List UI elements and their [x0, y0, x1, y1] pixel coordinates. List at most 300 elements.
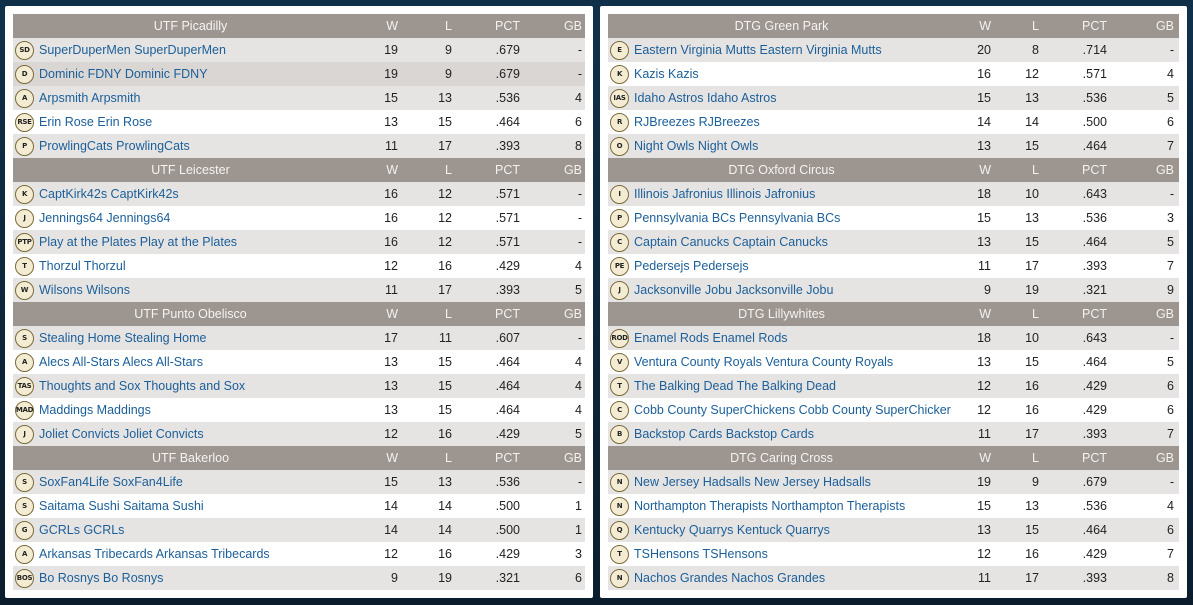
games-back: 4 — [1167, 499, 1174, 513]
wins: 12 — [384, 259, 398, 273]
table-row — [13, 422, 585, 446]
division-header — [608, 14, 1179, 38]
team-link[interactable]: Play at the Plates Play at the Plates — [39, 235, 238, 249]
table-row — [13, 278, 585, 302]
games-back: 4 — [575, 259, 582, 273]
team-link[interactable]: Wilsons Wilsons — [39, 283, 130, 297]
header-l: L — [445, 163, 452, 177]
division-name: DTG Oxford Circus — [728, 163, 835, 177]
win-pct: .536 — [495, 475, 520, 489]
team-cell — [13, 65, 368, 84]
team-cell — [13, 137, 368, 156]
losses: 16 — [438, 427, 452, 441]
table-row — [608, 230, 1179, 254]
team-cell — [608, 233, 955, 252]
losses: 15 — [1025, 355, 1039, 369]
team-link[interactable]: Northampton Therapists Northampton Therapists — [634, 499, 906, 513]
win-pct: .464 — [1082, 139, 1107, 153]
team-link[interactable]: Thoughts and Sox Thoughts and Sox — [39, 379, 246, 393]
team-logo-icon: MAD — [15, 401, 34, 420]
games-back: 7 — [1167, 547, 1174, 561]
games-back: 5 — [1167, 355, 1174, 369]
wins: 18 — [977, 187, 991, 201]
table-row — [608, 206, 1179, 230]
losses: 15 — [1025, 235, 1039, 249]
losses: 16 — [1025, 547, 1039, 561]
team-logo-icon: N — [610, 497, 629, 516]
team-list — [13, 38, 585, 158]
games-back: 1 — [575, 499, 582, 513]
team-cell — [13, 425, 368, 444]
team-link[interactable]: Arkansas Tribecards Arkansas Tribecards — [39, 547, 270, 561]
games-back: 6 — [1167, 379, 1174, 393]
losses: 17 — [1025, 571, 1039, 585]
team-link[interactable]: GCRLs GCRLs — [39, 523, 125, 537]
table-row — [13, 326, 585, 350]
team-link[interactable]: Ventura County Royals Ventura County Royals — [634, 355, 894, 369]
team-cell — [13, 257, 368, 276]
team-cell — [608, 353, 955, 372]
header-gb: GB — [1155, 307, 1174, 321]
team-logo-icon: TAS — [15, 377, 34, 396]
table-row — [13, 494, 585, 518]
team-cell — [13, 329, 368, 348]
table-row — [13, 230, 585, 254]
header-gb: GB — [563, 19, 582, 33]
team-logo-icon: IAS — [610, 89, 629, 108]
header-pct: PCT — [495, 451, 520, 465]
division-utf-picadilly — [13, 14, 585, 158]
team-logo-icon: PE — [610, 257, 629, 276]
losses: 13 — [1025, 499, 1039, 513]
games-back: 6 — [1167, 523, 1174, 537]
division-name: DTG Green Park — [734, 19, 829, 33]
team-link[interactable]: Joliet Convicts Joliet Convicts — [39, 427, 204, 441]
team-link[interactable]: Saitama Sushi Saitama Sushi — [39, 499, 204, 513]
header-pct: PCT — [1082, 163, 1107, 177]
win-pct: .464 — [1082, 523, 1107, 537]
header-l: L — [1032, 19, 1039, 33]
games-back: - — [1169, 475, 1174, 489]
team-list — [608, 38, 1179, 158]
division-dtg-green-park — [608, 14, 1179, 158]
wins: 18 — [977, 331, 991, 345]
team-link[interactable]: Backstop Cards Backstop Cards — [634, 427, 814, 441]
team-cell — [608, 185, 955, 204]
table-row — [13, 542, 585, 566]
wins: 12 — [977, 379, 991, 393]
header-pct: PCT — [1082, 307, 1107, 321]
losses: 14 — [438, 523, 452, 537]
team-cell — [13, 353, 368, 372]
games-back: 6 — [575, 115, 582, 129]
header-w: W — [386, 19, 398, 33]
win-pct: .429 — [495, 427, 520, 441]
team-cell — [608, 545, 955, 564]
games-back: 3 — [575, 547, 582, 561]
wins: 15 — [977, 499, 991, 513]
team-logo-icon: T — [15, 257, 34, 276]
table-row — [608, 422, 1179, 446]
win-pct: .500 — [495, 499, 520, 513]
losses: 19 — [1025, 283, 1039, 297]
losses: 10 — [1025, 331, 1039, 345]
team-link[interactable]: Maddings Maddings — [39, 403, 151, 417]
wins: 15 — [977, 91, 991, 105]
team-link[interactable]: Kazis Kazis — [634, 67, 699, 81]
wins: 12 — [384, 547, 398, 561]
team-cell — [608, 377, 955, 396]
team-list — [13, 470, 585, 590]
win-pct: .643 — [1082, 331, 1107, 345]
table-row — [608, 134, 1179, 158]
team-link[interactable]: RJBreezes RJBreezes — [634, 115, 760, 129]
header-gb: GB — [563, 163, 582, 177]
header-l: L — [1032, 451, 1039, 465]
standings-panel-left — [5, 6, 593, 598]
team-logo-icon: C — [610, 401, 629, 420]
header-w: W — [386, 163, 398, 177]
team-logo-icon: BOS — [15, 569, 34, 588]
win-pct: .607 — [495, 331, 520, 345]
team-logo-icon: N — [610, 569, 629, 588]
table-row — [608, 110, 1179, 134]
wins: 13 — [384, 355, 398, 369]
table-row — [13, 254, 585, 278]
team-link[interactable]: Kentucky Quarrys Kentuck Quarrys — [634, 523, 830, 537]
header-l: L — [1032, 163, 1039, 177]
team-logo-icon: RSE — [15, 113, 34, 132]
team-cell — [13, 521, 368, 540]
team-cell — [608, 65, 955, 84]
table-row — [13, 470, 585, 494]
team-link[interactable]: The Balking Dead The Balking Dead — [634, 379, 836, 393]
team-link[interactable]: Jennings64 Jennings64 — [39, 211, 171, 225]
team-cell — [13, 113, 368, 132]
division-dtg-caring-cross — [608, 446, 1179, 590]
team-link[interactable]: CaptKirk42s CaptKirk42s — [39, 187, 179, 201]
team-logo-icon: K — [15, 185, 34, 204]
win-pct: .536 — [1082, 499, 1107, 513]
table-row — [608, 470, 1179, 494]
losses: 14 — [1025, 115, 1039, 129]
team-logo-icon: C — [610, 233, 629, 252]
team-list — [13, 182, 585, 302]
team-cell — [608, 137, 955, 156]
games-back: 4 — [575, 91, 582, 105]
wins: 14 — [977, 115, 991, 129]
games-back: 3 — [1167, 211, 1174, 225]
team-cell — [608, 329, 955, 348]
losses: 12 — [1025, 67, 1039, 81]
games-back: - — [577, 187, 582, 201]
table-row — [13, 110, 585, 134]
wins: 19 — [384, 43, 398, 57]
games-back: - — [577, 43, 582, 57]
losses: 15 — [1025, 523, 1039, 537]
wins: 12 — [977, 547, 991, 561]
wins: 16 — [384, 235, 398, 249]
team-link[interactable]: SoxFan4Life SoxFan4Life — [39, 475, 183, 489]
wins: 16 — [384, 187, 398, 201]
wins: 17 — [384, 331, 398, 345]
losses: 15 — [1025, 139, 1039, 153]
games-back: 5 — [575, 283, 582, 297]
team-link[interactable]: Night Owls Night Owls — [634, 139, 759, 153]
team-link[interactable]: Enamel Rods Enamel Rods — [634, 331, 788, 345]
games-back: 5 — [1167, 235, 1174, 249]
wins: 11 — [385, 283, 398, 297]
win-pct: .679 — [495, 43, 520, 57]
win-pct: .429 — [1082, 403, 1107, 417]
team-logo-icon: I — [610, 185, 629, 204]
team-link[interactable]: Thorzul Thorzul — [39, 259, 126, 273]
win-pct: .429 — [1082, 379, 1107, 393]
losses: 17 — [438, 283, 452, 297]
wins: 19 — [977, 475, 991, 489]
team-link[interactable]: Nachos Grandes Nachos Grandes — [634, 571, 826, 585]
games-back: 7 — [1167, 259, 1174, 273]
table-row — [13, 398, 585, 422]
team-link[interactable]: Erin Rose Erin Rose — [39, 115, 153, 129]
team-link[interactable]: Eastern Virginia Mutts Eastern Virginia Mutts — [634, 43, 882, 57]
header-w: W — [979, 163, 991, 177]
win-pct: .571 — [495, 211, 520, 225]
header-pct: PCT — [495, 307, 520, 321]
header-gb: GB — [1155, 163, 1174, 177]
team-logo-icon: S — [15, 497, 34, 516]
win-pct: .500 — [495, 523, 520, 537]
team-link[interactable]: SuperDuperMen SuperDuperMen — [39, 43, 226, 57]
division-header — [13, 446, 585, 470]
header-w: W — [979, 451, 991, 465]
table-row — [608, 278, 1179, 302]
losses: 15 — [438, 355, 452, 369]
team-link[interactable]: Pedersejs Pedersejs — [634, 259, 749, 273]
team-cell — [608, 521, 955, 540]
wins: 13 — [977, 355, 991, 369]
team-cell — [608, 41, 955, 60]
team-link[interactable]: Alecs All-Stars Alecs All-Stars — [39, 355, 203, 369]
games-back: 4 — [1167, 67, 1174, 81]
games-back: 6 — [1167, 115, 1174, 129]
division-name: UTF Leicester — [151, 163, 230, 177]
team-link[interactable]: Illinois Jafronius Illinois Jafronius — [634, 187, 816, 201]
team-logo-icon: N — [610, 473, 629, 492]
win-pct: .536 — [1082, 91, 1107, 105]
team-cell — [608, 497, 955, 516]
games-back: 7 — [1167, 427, 1174, 441]
win-pct: .464 — [1082, 235, 1107, 249]
wins: 16 — [384, 211, 398, 225]
losses: 16 — [438, 259, 452, 273]
losses: 17 — [438, 139, 452, 153]
team-logo-icon: SD — [15, 41, 34, 60]
team-link[interactable]: Idaho Astros Idaho Astros — [634, 91, 777, 105]
games-back: - — [577, 235, 582, 249]
losses: 13 — [1025, 91, 1039, 105]
header-gb: GB — [563, 307, 582, 321]
team-link[interactable]: New Jersey Hadsalls New Jersey Hadsalls — [634, 475, 871, 489]
table-row — [13, 206, 585, 230]
table-row — [608, 542, 1179, 566]
team-cell — [13, 281, 368, 300]
team-cell — [13, 233, 368, 252]
losses: 14 — [438, 499, 452, 513]
table-row — [13, 182, 585, 206]
standings-panel-right — [600, 6, 1187, 598]
win-pct: .393 — [1082, 427, 1107, 441]
games-back: 6 — [575, 571, 582, 585]
losses: 8 — [1032, 43, 1039, 57]
win-pct: .571 — [495, 187, 520, 201]
games-back: - — [1169, 187, 1174, 201]
team-cell — [13, 209, 368, 228]
losses: 9 — [445, 67, 452, 81]
losses: 13 — [438, 475, 452, 489]
table-row — [13, 350, 585, 374]
team-cell — [13, 401, 368, 420]
table-row — [608, 182, 1179, 206]
team-link[interactable]: Pennsylvania BCs Pennsylvania BCs — [634, 211, 841, 225]
team-logo-icon: J — [15, 425, 34, 444]
wins: 11 — [978, 571, 991, 585]
team-cell — [13, 545, 368, 564]
team-logo-icon: A — [15, 89, 34, 108]
games-back: 7 — [1167, 139, 1174, 153]
team-logo-icon: B — [610, 425, 629, 444]
team-logo-icon: D — [15, 65, 34, 84]
games-back: 4 — [575, 403, 582, 417]
team-cell — [608, 89, 955, 108]
team-list — [608, 182, 1179, 302]
team-logo-icon: ROD — [610, 329, 629, 348]
team-logo-icon: E — [610, 41, 629, 60]
losses: 15 — [438, 379, 452, 393]
team-cell — [608, 569, 955, 588]
team-link[interactable]: Jacksonville Jobu Jacksonville Jobu — [634, 283, 834, 297]
table-row — [608, 398, 1179, 422]
team-logo-icon: S — [15, 329, 34, 348]
win-pct: .714 — [1082, 43, 1107, 57]
team-link[interactable]: Cobb County SuperChickens Cobb County SuperChicker — [634, 403, 951, 417]
header-l: L — [445, 307, 452, 321]
wins: 9 — [391, 571, 398, 585]
win-pct: .464 — [1082, 355, 1107, 369]
losses: 16 — [1025, 379, 1039, 393]
win-pct: .393 — [1082, 571, 1107, 585]
win-pct: .321 — [1082, 283, 1107, 297]
games-back: 6 — [1167, 403, 1174, 417]
team-cell — [608, 281, 955, 300]
team-link[interactable]: Arpsmith Arpsmith — [39, 91, 141, 105]
wins: 19 — [384, 67, 398, 81]
games-back: - — [577, 331, 582, 345]
wins: 13 — [384, 115, 398, 129]
losses: 16 — [1025, 403, 1039, 417]
team-cell — [13, 185, 368, 204]
header-w: W — [979, 307, 991, 321]
division-name: DTG Caring Cross — [730, 451, 833, 465]
team-cell — [13, 497, 368, 516]
losses: 10 — [1025, 187, 1039, 201]
table-row — [608, 86, 1179, 110]
wins: 13 — [384, 403, 398, 417]
division-dtg-lillywhites — [608, 302, 1179, 446]
losses: 15 — [438, 115, 452, 129]
losses: 11 — [439, 331, 452, 345]
losses: 12 — [438, 235, 452, 249]
header-gb: GB — [563, 451, 582, 465]
win-pct: .643 — [1082, 187, 1107, 201]
table-row — [13, 38, 585, 62]
games-back: 9 — [1167, 283, 1174, 297]
team-link[interactable]: ProwlingCats ProwlingCats — [39, 139, 190, 153]
header-w: W — [386, 307, 398, 321]
team-logo-icon: T — [610, 545, 629, 564]
team-cell — [608, 257, 955, 276]
wins: 14 — [384, 523, 398, 537]
table-row — [13, 86, 585, 110]
division-header — [13, 14, 585, 38]
team-logo-icon: J — [610, 281, 629, 300]
games-back: 4 — [575, 355, 582, 369]
team-list — [13, 326, 585, 446]
team-cell — [608, 473, 955, 492]
header-w: W — [386, 451, 398, 465]
team-logo-icon: T — [610, 377, 629, 396]
header-l: L — [445, 19, 452, 33]
losses: 16 — [438, 547, 452, 561]
team-logo-icon: K — [610, 65, 629, 84]
team-link[interactable]: TSHensons TSHensons — [634, 547, 768, 561]
losses: 15 — [438, 403, 452, 417]
header-pct: PCT — [495, 163, 520, 177]
wins: 13 — [384, 379, 398, 393]
header-pct: PCT — [1082, 19, 1107, 33]
table-row — [608, 518, 1179, 542]
team-cell — [608, 113, 955, 132]
header-w: W — [979, 19, 991, 33]
win-pct: .393 — [1082, 259, 1107, 273]
team-cell — [608, 209, 955, 228]
wins: 16 — [977, 67, 991, 81]
header-l: L — [1032, 307, 1039, 321]
wins: 12 — [384, 427, 398, 441]
team-cell — [13, 473, 368, 492]
team-logo-icon: G — [15, 521, 34, 540]
wins: 14 — [384, 499, 398, 513]
team-logo-icon: V — [610, 353, 629, 372]
team-link[interactable]: Captain Canucks Captain Canucks — [634, 235, 828, 249]
win-pct: .571 — [1082, 67, 1107, 81]
team-link[interactable]: Stealing Home Stealing Home — [39, 331, 207, 345]
team-logo-icon: A — [15, 353, 34, 372]
wins: 12 — [977, 403, 991, 417]
win-pct: .679 — [1082, 475, 1107, 489]
win-pct: .429 — [1082, 547, 1107, 561]
division-name: UTF Bakerloo — [151, 451, 230, 465]
games-back: 4 — [575, 379, 582, 393]
team-list — [608, 470, 1179, 590]
table-row — [608, 566, 1179, 590]
team-link[interactable]: Bo Rosnys Bo Rosnys — [39, 571, 164, 585]
division-header — [608, 446, 1179, 470]
team-link[interactable]: Dominic FDNY Dominic FDNY — [39, 67, 208, 81]
wins: 20 — [977, 43, 991, 57]
table-row — [13, 374, 585, 398]
team-list — [608, 326, 1179, 446]
